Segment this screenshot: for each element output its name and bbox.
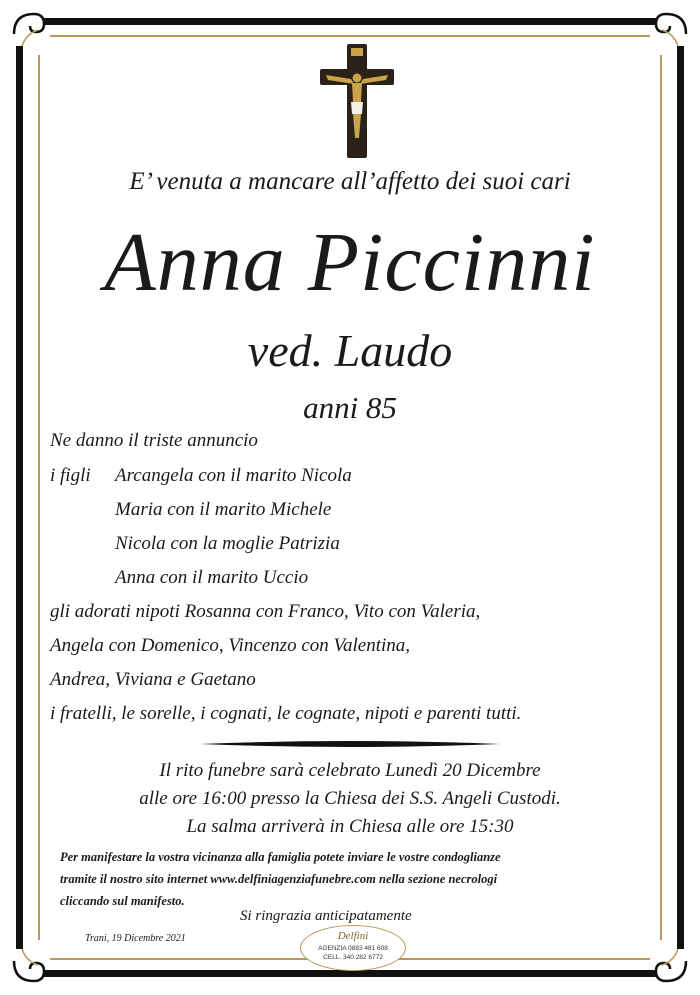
condolences-line-2: tramite il nostro sito internet www.delfiniagenziafunebre.com nella sezione necrologi: [60, 872, 498, 886]
condolences-line-1: Per manifestare la vostra vicinanza alla famiglia potete inviare le vostre condoglianze: [60, 850, 501, 864]
age: anni 85: [303, 390, 397, 425]
place-date: Trani, 19 Dicembre 2021: [85, 933, 186, 944]
relatives-line: i fratelli, le sorelle, i cognati, le cognate, nipoti e parenti tutti.: [50, 703, 522, 724]
corner-ornament-top-right: [656, 14, 686, 46]
child-line-4: Anna con il marito Uccio: [115, 567, 309, 588]
thanks-line: Si ringrazia anticipatamente: [240, 908, 412, 924]
condolences-line-3: cliccando sul manifesto.: [60, 894, 185, 908]
funeral-line-2: alle ore 16:00 presso la Chiesa dei S.S. Angeli Custodi.: [139, 788, 561, 809]
funeral-line-1: Il rito funebre sarà celebrato Lunedì 20 Dicembre: [159, 760, 541, 781]
separator-line: [200, 739, 500, 749]
married-name: ved. Laudo: [247, 325, 453, 376]
crucifix-icon: [318, 42, 396, 160]
child-line-3: Nicola con la moglie Patrizia: [115, 533, 340, 554]
intro-line: E’ venuta a mancare all’affetto dei suoi cari: [129, 168, 571, 195]
agency-logo-text: Delfini: [337, 930, 369, 942]
grandchildren-line-3: Andrea, Viviana e Gaetano: [50, 669, 256, 690]
announce-line: Ne danno il triste annuncio: [50, 430, 258, 451]
agency-logo: [300, 925, 406, 971]
corner-ornament-bottom-right: [656, 949, 686, 981]
child-line-2: Maria con il marito Michele: [115, 499, 332, 520]
funeral-line-3: La salma arriverà in Chiesa alle ore 15:30: [186, 816, 514, 837]
grandchildren-line-2: Angela con Domenico, Vincenzo con Valentina,: [50, 635, 411, 656]
corner-ornament-bottom-left: [14, 949, 44, 981]
corner-ornament-top-left: [14, 14, 44, 46]
children-label: i figli: [50, 465, 91, 486]
grandchildren-line-1: gli adorati nipoti Rosanna con Franco, Vito con Valeria,: [50, 601, 481, 622]
child-line-1: Arcangela con il marito Nicola: [115, 465, 352, 486]
agency-phone: AGENZIA 0883 481 608: [318, 945, 388, 952]
agency-cell: CELL. 340 282 6772: [323, 954, 383, 961]
deceased-name: Anna Piccinni: [104, 216, 596, 309]
